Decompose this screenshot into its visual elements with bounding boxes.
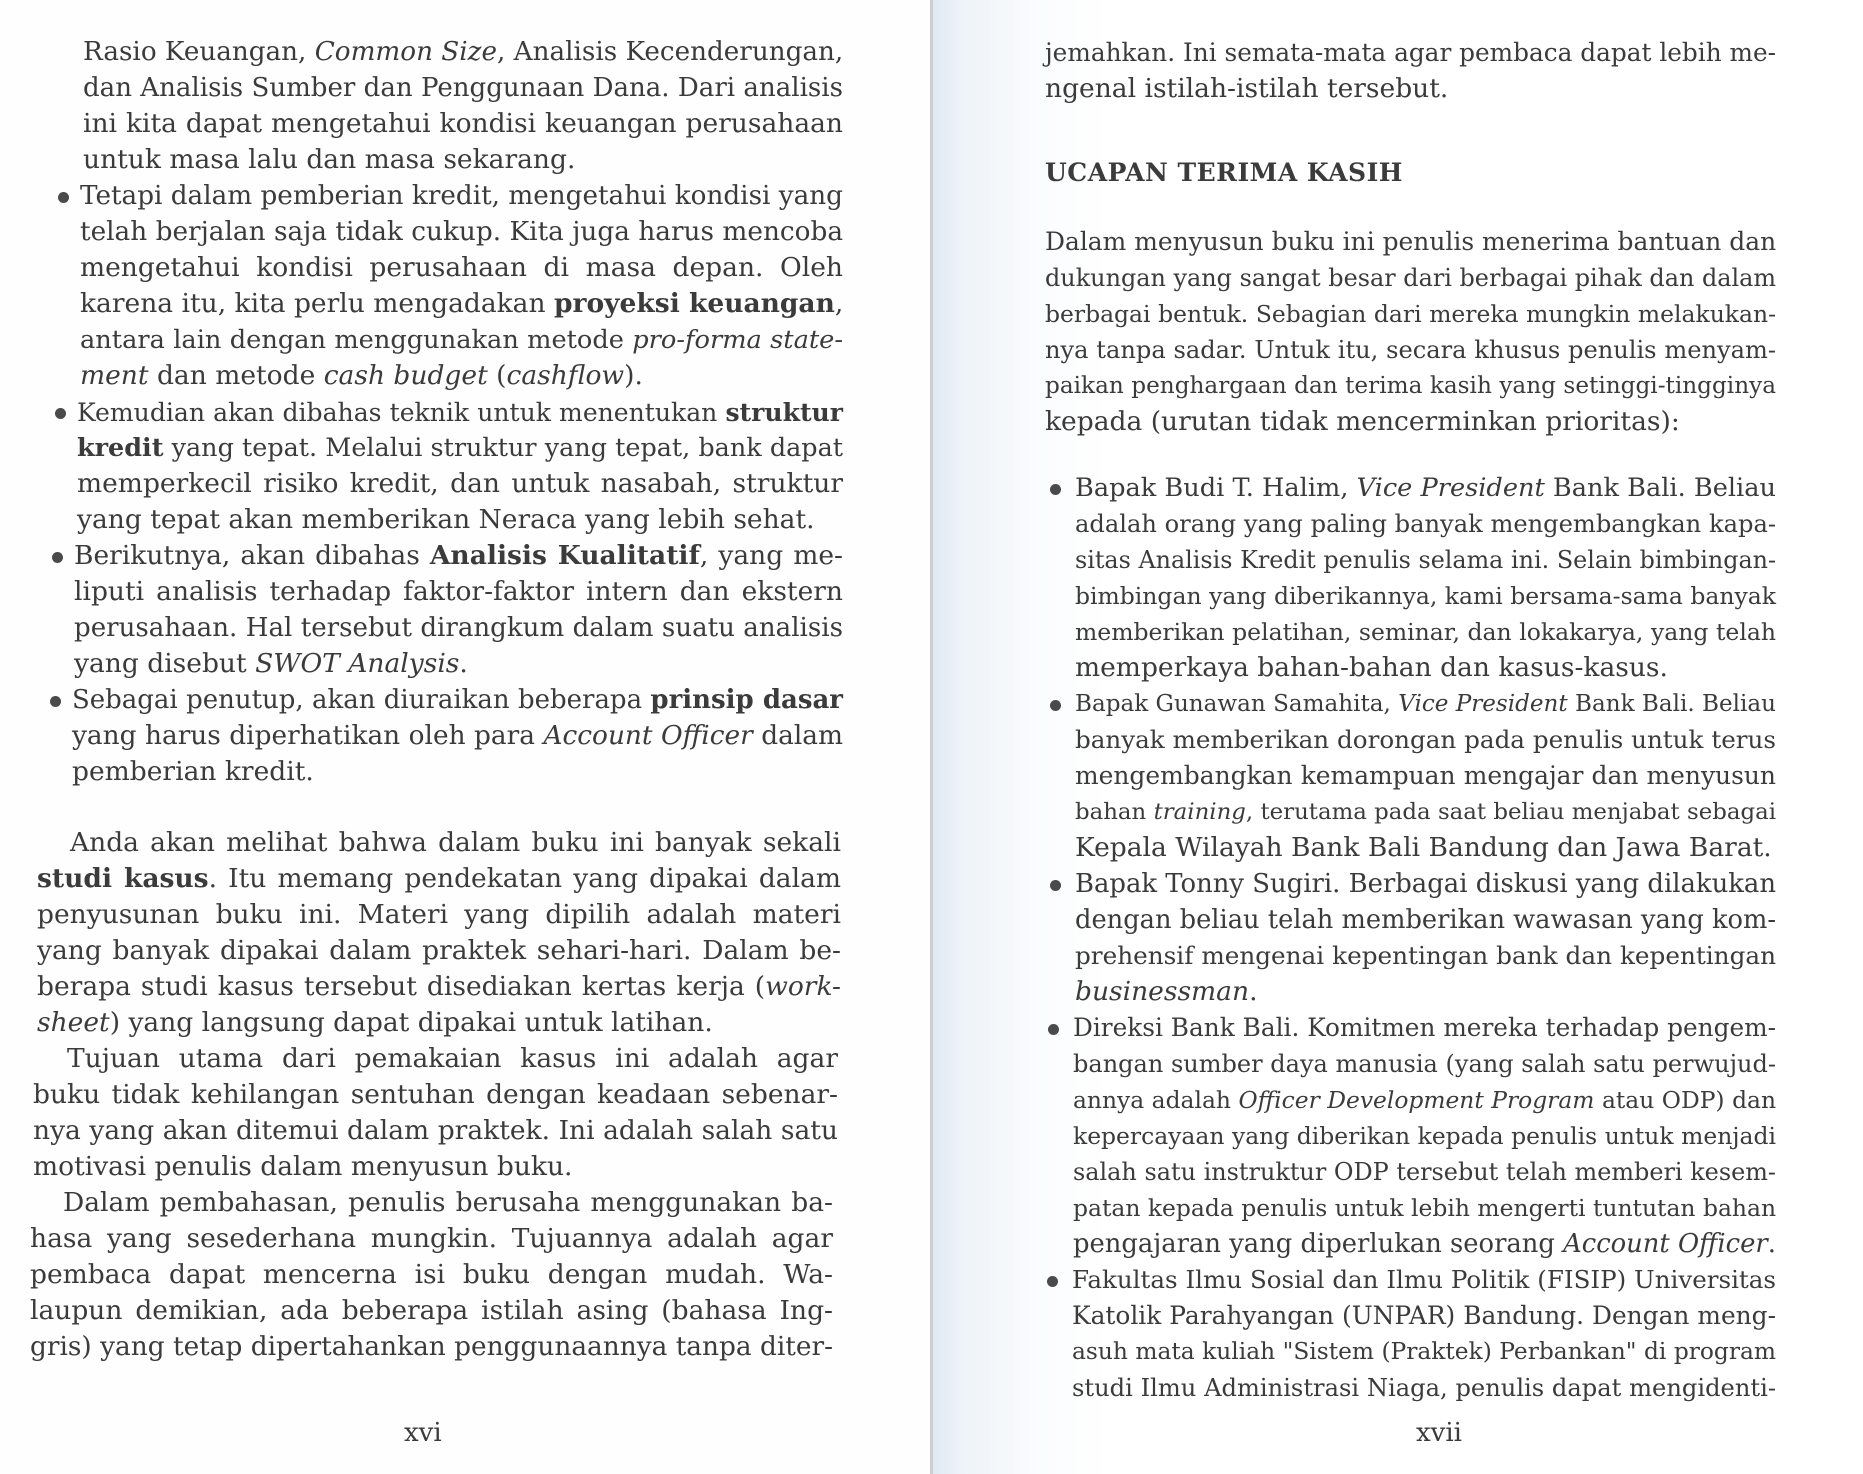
text-line (80, 322, 843, 358)
italic-term: pro-forma state- (632, 325, 843, 355)
text-run: memperkecil risiko kredit, dan untuk nasabah, struktur (77, 468, 843, 499)
text-run: Kepala Wilayah Bank Bali Bandung dan Jawa Barat. (1075, 832, 1772, 863)
text-line (1045, 368, 1776, 404)
bold-term: kredit (77, 433, 164, 463)
text-run: jemahkan. Ini semata-mata agar pembaca dapat lebih me- (1045, 38, 1777, 67)
text-line (1073, 1082, 1776, 1118)
text-line (33, 1113, 838, 1149)
text-line (1045, 260, 1776, 296)
text-run: hasa yang sesederhana mungkin. Tujuannya adalah agar (30, 1223, 833, 1254)
text-run: Tujuan utama dari pemakaian kasus ini adalah agar (67, 1043, 838, 1074)
text-run: pengajaran yang diperlukan seorang (1073, 1229, 1564, 1259)
text-run: mengembangkan kemampuan mengajar dan menyusun (1075, 761, 1776, 790)
text-run: nya yang akan ditemui dalam praktek. Ini adalah salah satu (33, 1115, 838, 1146)
bold-term: Analisis Kualitatif (429, 540, 700, 571)
text-run: pemberian kredit. (72, 756, 314, 787)
text-run: atau ODP) dan (1594, 1086, 1776, 1114)
text-run: Bapak Gunawan Samahita, (1075, 691, 1399, 717)
text-line (1075, 794, 1776, 830)
text-line (74, 646, 843, 682)
text-line (1045, 224, 1776, 260)
text-run: annya adalah (1073, 1086, 1239, 1114)
text-run: Bank Bali. Beliau (1544, 473, 1777, 503)
italic-term: Account Officer (543, 721, 753, 751)
page-number: xvii (1416, 1418, 1462, 1448)
text-line (1075, 578, 1776, 614)
text-line (1075, 722, 1776, 758)
text-line (1075, 686, 1776, 722)
text-run: yang harus diperhatikan oleh para (72, 721, 544, 751)
text-line (37, 897, 841, 933)
text-line (1073, 1154, 1776, 1190)
bullet-icon (1050, 880, 1061, 891)
text-run: yang tepat akan memberikan Neraca yang lebih sehat. (77, 504, 815, 535)
italic-term: SWOT Analysis (255, 648, 460, 679)
text-run: memberikan pelatihan, seminar, dan lokakarya, yang telah (1075, 618, 1776, 646)
text-line (33, 1077, 838, 1113)
text-line (77, 394, 843, 431)
text-run: ngenal istilah-istilah tersebut. (1045, 73, 1449, 104)
text-run: ). (624, 360, 643, 391)
text-run: yang banyak dipakai dalam praktek sehari-hari. Dalam be- (37, 935, 841, 966)
bullet-icon (58, 192, 69, 203)
italic-term: Vice President (1398, 691, 1568, 717)
bullet-icon (52, 552, 63, 563)
text-line (1072, 1298, 1776, 1334)
text-run: ( (487, 360, 507, 391)
text-run: Bank Bali. Beliau (1567, 691, 1776, 717)
text-run: Rasio Keuangan, (83, 37, 315, 67)
text-line (30, 1293, 833, 1329)
text-run: , terutama pada saat beliau menjabat sebagai (1245, 799, 1777, 825)
section-heading: UCAPAN TERIMA KASIH (1045, 158, 1403, 187)
text-line (37, 1005, 841, 1041)
text-run: banyak memberikan dorongan pada penulis untuk terus (1075, 725, 1776, 754)
text-line (1072, 1334, 1776, 1370)
text-run: ini kita dapat mengetahui kondisi keuangan perusahaan (83, 108, 843, 139)
text-run: pembaca dapat mencerna isi buku dengan mudah. Wa- (30, 1259, 833, 1290)
text-line (1075, 470, 1776, 506)
page-number: xvi (404, 1418, 442, 1448)
text-line (74, 538, 843, 574)
text-run: , yang me- (699, 540, 843, 571)
text-run: yang tepat. Melalui struktur yang tepat, bank dapat (163, 433, 843, 463)
text-run: . (459, 648, 468, 679)
italic-term: Officer Development Program (1238, 1086, 1595, 1114)
bullet-icon (55, 408, 66, 419)
text-line (80, 214, 843, 250)
text-run: asuh mata kuliah "Sistem (Praktek) Perbankan" di program (1072, 1338, 1776, 1365)
text-line (37, 969, 841, 1005)
text-line (1045, 71, 1776, 107)
text-run: perusahaan. Hal tersebut dirangkum dalam suatu analisis (74, 613, 843, 643)
text-run: adalah orang yang paling banyak mengembangkan kapa- (1075, 510, 1776, 538)
text-run: liputi analisis terhadap faktor-faktor intern dan ekstern (74, 576, 843, 607)
text-line (33, 1149, 838, 1185)
text-line (1045, 35, 1776, 71)
text-run: . (1249, 976, 1258, 1007)
text-run: , Analisis Kecenderungan, (496, 37, 844, 67)
text-line (1072, 1370, 1776, 1406)
text-line (67, 1041, 838, 1077)
text-line (37, 861, 841, 897)
text-line (1073, 1010, 1776, 1046)
text-run: dan Analisis Sumber dan Penggunaan Dana. Dari analisis (83, 73, 843, 103)
text-run: memperkaya bahan-bahan dan kasus-kasus. (1075, 652, 1668, 683)
italic-term: work- (765, 971, 841, 1002)
text-line (77, 502, 843, 538)
italic-term: Common Size (314, 37, 497, 67)
bullet-icon (1048, 1024, 1059, 1035)
text-run: bimbingan yang diberikannya, kami bersama-sama banyak (1075, 582, 1776, 610)
text-line (1045, 404, 1776, 440)
text-run: Anda akan melihat bahwa dalam buku ini banyak sekali (70, 827, 841, 858)
text-run: kepada (urutan tidak mencerminkan prioritas): (1045, 406, 1680, 437)
text-run: Tetapi dalam pemberian kredit, mengetahui kondisi yang (80, 181, 843, 211)
text-line (1072, 1262, 1776, 1298)
text-line (74, 574, 843, 610)
text-run: kepercayaan yang diberikan kepada penulis untuk menjadi (1073, 1122, 1776, 1150)
text-run: nya tanpa sadar. Untuk itu, secara khusus penulis menyam- (1045, 336, 1776, 364)
text-run: . Itu memang pendekatan yang dipakai dalam (208, 863, 841, 894)
text-line (77, 466, 843, 502)
text-run: karena itu, kita perlu mengadakan (80, 288, 554, 319)
text-line (30, 1257, 833, 1293)
text-run: dengan beliau telah memberikan wawasan yang kom- (1075, 905, 1777, 935)
text-run: sitas Analisis Kredit penulis selama ini. Selain bimbingan- (1075, 546, 1776, 574)
text-line (63, 1185, 833, 1221)
text-run: . (1767, 1229, 1776, 1259)
text-line (1075, 830, 1776, 866)
text-line (70, 825, 841, 861)
text-run: mengetahui kondisi perusahaan di masa depan. Oleh (80, 252, 843, 283)
bold-term: prinsip dasar (650, 685, 843, 715)
text-run: yang disebut (74, 648, 256, 679)
text-line (30, 1329, 833, 1365)
text-line (80, 250, 843, 286)
text-run: Bapak Tonny Sugiri. Berbagai diskusi yang dilakukan (1075, 869, 1776, 899)
text-run: berbagai bentuk. Sebagian dari mereka mungkin melakukan- (1045, 300, 1776, 328)
text-line (1075, 614, 1776, 650)
text-line (83, 142, 843, 178)
text-run: bangan sumber daya manusia (yang salah satu perwujud- (1073, 1050, 1776, 1078)
text-line (1073, 1118, 1776, 1154)
italic-term: sheet (37, 1007, 110, 1038)
text-line (1075, 866, 1776, 902)
text-run: ) yang langsung dapat dipakai untuk latihan. (109, 1007, 713, 1038)
text-line (77, 430, 843, 466)
text-run: bahan (1075, 799, 1154, 825)
text-line (1075, 938, 1776, 974)
text-run: penyusunan buku ini. Materi yang dipilih adalah materi (37, 899, 841, 930)
text-run: prehensif mengenai kepentingan bank dan kepentingan (1075, 941, 1776, 970)
text-run: Kemudian akan dibahas teknik untuk menentukan (77, 398, 726, 427)
text-run: dukungan yang sangat besar dari berbagai pihak dan dalam (1045, 264, 1777, 292)
text-line (80, 286, 843, 322)
italic-term: cash budget (323, 360, 488, 391)
bold-term: studi kasus (37, 863, 209, 894)
italic-term: Vice President (1356, 473, 1545, 503)
text-run: untuk masa lalu dan masa sekarang. (83, 144, 576, 175)
text-line (72, 682, 843, 718)
text-run: paikan penghargaan dan terima kasih yang setinggi-tingginya (1045, 372, 1776, 399)
text-line (80, 178, 843, 214)
italic-term: businessman (1075, 976, 1250, 1007)
text-line (1045, 332, 1776, 368)
bullet-icon (50, 696, 61, 707)
text-line (1075, 506, 1776, 542)
text-run: gris) yang tetap dipertahankan penggunaannya tanpa diter- (30, 1332, 833, 1362)
text-run: dalam (752, 721, 843, 751)
text-run: Berikutnya, akan dibahas (74, 540, 430, 571)
text-run: salah satu instruktur ODP tersebut telah memberi kesem- (1073, 1158, 1776, 1186)
text-run: Bapak Budi T. Halim, (1075, 473, 1357, 503)
text-line (1073, 1046, 1776, 1082)
text-line (72, 718, 843, 754)
text-run: Direksi Bank Bali. Komitmen mereka terhadap pengem- (1073, 1013, 1776, 1042)
text-run: telah berjalan saja tidak cukup. Kita juga harus mencoba (80, 217, 843, 247)
text-run: patan kepada penulis untuk lebih mengerti tuntutan bahan (1073, 1194, 1777, 1222)
bold-term: struktur (725, 397, 843, 427)
text-line (1075, 974, 1776, 1010)
text-run: Dalam menyusun buku ini penulis menerima bantuan dan (1045, 227, 1777, 256)
text-line (1073, 1226, 1776, 1262)
italic-term: cashflow (506, 360, 625, 391)
bullet-icon (1050, 700, 1061, 711)
text-line (74, 610, 843, 646)
bullet-icon (1047, 1276, 1058, 1287)
text-run: Dalam pembahasan, penulis berusaha menggunakan ba- (63, 1187, 833, 1218)
text-line (1075, 650, 1776, 686)
book-gutter (930, 0, 933, 1474)
bold-term: proyeksi keuangan (553, 288, 835, 319)
text-line (1075, 902, 1776, 938)
text-line (37, 933, 841, 969)
text-run: Katolik Parahyangan (UNPAR) Bandung. Dengan meng- (1072, 1301, 1776, 1330)
text-run: antara lain dengan menggunakan metode (80, 325, 633, 355)
text-line (1075, 758, 1776, 794)
text-run: berapa studi kasus tersebut disediakan kertas kerja ( (37, 971, 766, 1002)
text-run: buku tidak kehilangan sentuhan dengan keadaan sebenar- (33, 1079, 838, 1110)
text-run: studi Ilmu Administrasi Niaga, penulis dapat mengidenti- (1072, 1374, 1776, 1402)
text-line (80, 358, 843, 394)
italic-term: Account Officer (1563, 1229, 1768, 1259)
text-run: dan metode (148, 360, 324, 391)
text-run: laupun demikian, ada beberapa istilah asing (bahasa Ing- (30, 1295, 833, 1326)
text-line (1073, 1190, 1776, 1226)
italic-term: ment (80, 360, 149, 391)
text-line (30, 1221, 833, 1257)
text-line (83, 34, 843, 70)
text-line (72, 754, 843, 790)
text-run: motivasi penulis dalam menyusun buku. (33, 1151, 573, 1182)
text-line (83, 70, 843, 106)
italic-term: training (1153, 799, 1246, 825)
bullet-icon (1050, 484, 1061, 495)
text-line (83, 106, 843, 142)
text-line (1075, 542, 1776, 578)
text-run: Fakultas Ilmu Sosial dan Ilmu Politik (FISIP) Universitas (1072, 1265, 1776, 1294)
text-run: Sebagai penutup, akan diuraikan beberapa (72, 685, 651, 715)
text-line (1045, 296, 1776, 332)
text-run: , (834, 288, 844, 319)
right-page (932, 0, 1863, 1474)
